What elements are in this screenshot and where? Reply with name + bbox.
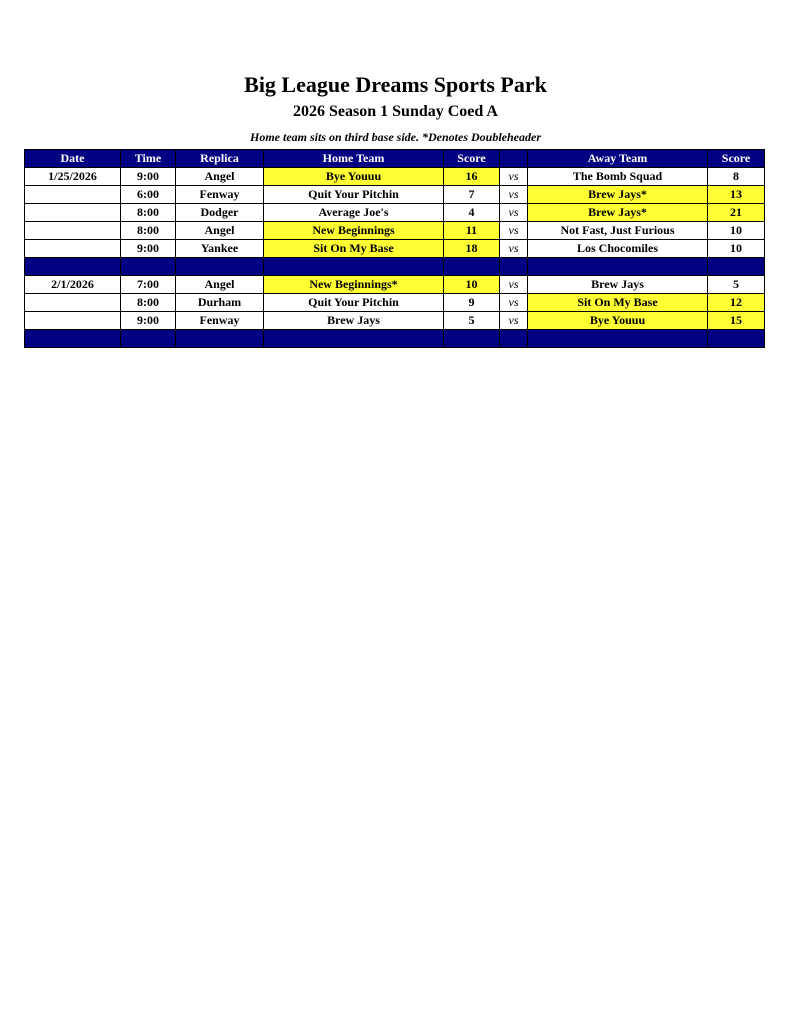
replica-cell: Fenway [176, 312, 264, 330]
vs-cell: vs [500, 186, 528, 204]
replica-cell: Fenway [176, 186, 264, 204]
home-team-cell: Quit Your Pitchin [264, 186, 444, 204]
away-team-cell: Not Fast, Just Furious [528, 222, 708, 240]
col-header-date: Date [25, 150, 121, 168]
season-subtitle: 2026 Season 1 Sunday Coed A [293, 103, 498, 120]
vs-cell: vs [500, 168, 528, 186]
home-team-cell: Bye Youuu [264, 168, 444, 186]
date-cell [25, 204, 121, 222]
date-cell: 1/25/2026 [25, 168, 121, 186]
away-score-cell: 10 [708, 222, 765, 240]
home-score-cell: 11 [444, 222, 500, 240]
col-header-away-team: Away Team [528, 150, 708, 168]
col-header-home-team: Home Team [264, 150, 444, 168]
separator-cell [176, 330, 264, 348]
home-team-cell: Quit Your Pitchin [264, 294, 444, 312]
home-score-cell: 5 [444, 312, 500, 330]
replica-cell: Durham [176, 294, 264, 312]
separator-cell [121, 258, 176, 276]
game-row [25, 222, 765, 240]
home-score-cell: 7 [444, 186, 500, 204]
vs-cell: vs [500, 294, 528, 312]
vs-cell: vs [500, 276, 528, 294]
col-header-replica: Replica [176, 150, 264, 168]
away-score-cell: 15 [708, 312, 765, 330]
home-team-cell: Average Joe's [264, 204, 444, 222]
home-score-cell: 4 [444, 204, 500, 222]
schedule-note: Home team sits on third base side. *Denotes Doubleheader [250, 130, 541, 144]
date-cell [25, 222, 121, 240]
date-cell [25, 312, 121, 330]
away-team-cell: The Bomb Squad [528, 168, 708, 186]
vs-cell: vs [500, 222, 528, 240]
game-row [25, 204, 765, 222]
game-row [25, 168, 765, 186]
home-team-cell: Sit On My Base [264, 240, 444, 258]
time-cell: 7:00 [121, 276, 176, 294]
separator-cell [444, 330, 500, 348]
group-separator-row [25, 330, 765, 348]
time-cell: 9:00 [121, 168, 176, 186]
replica-cell: Angel [176, 276, 264, 294]
separator-cell [708, 330, 765, 348]
away-team-cell: Los Chocomiles [528, 240, 708, 258]
replica-cell: Dodger [176, 204, 264, 222]
home-score-cell: 18 [444, 240, 500, 258]
away-score-cell: 10 [708, 240, 765, 258]
col-header-vs [500, 150, 528, 168]
col-header-home-score: Score [444, 150, 500, 168]
vs-cell: vs [500, 240, 528, 258]
away-team-cell: Brew Jays* [528, 186, 708, 204]
separator-cell [528, 258, 708, 276]
home-score-cell: 9 [444, 294, 500, 312]
time-cell: 8:00 [121, 222, 176, 240]
time-cell: 8:00 [121, 204, 176, 222]
group-separator-row [25, 258, 765, 276]
separator-cell [25, 330, 121, 348]
separator-cell [264, 330, 444, 348]
away-team-cell: Brew Jays* [528, 204, 708, 222]
replica-cell: Yankee [176, 240, 264, 258]
col-header-away-score: Score [708, 150, 765, 168]
separator-cell [121, 330, 176, 348]
away-score-cell: 8 [708, 168, 765, 186]
away-team-cell: Brew Jays [528, 276, 708, 294]
home-team-cell: New Beginnings [264, 222, 444, 240]
col-header-time: Time [121, 150, 176, 168]
time-cell: 9:00 [121, 240, 176, 258]
game-row [25, 276, 765, 294]
header-row [25, 150, 765, 168]
game-row [25, 240, 765, 258]
date-cell [25, 240, 121, 258]
game-row [25, 312, 765, 330]
home-score-cell: 10 [444, 276, 500, 294]
replica-cell: Angel [176, 222, 264, 240]
away-team-cell: Sit On My Base [528, 294, 708, 312]
separator-cell [528, 330, 708, 348]
game-row [25, 294, 765, 312]
home-team-cell: New Beginnings* [264, 276, 444, 294]
vs-cell: vs [500, 312, 528, 330]
time-cell: 8:00 [121, 294, 176, 312]
separator-cell [444, 258, 500, 276]
separator-cell [500, 258, 528, 276]
page-title: Big League Dreams Sports Park [244, 72, 547, 97]
home-score-cell: 16 [444, 168, 500, 186]
replica-cell: Angel [176, 168, 264, 186]
separator-cell [264, 258, 444, 276]
away-score-cell: 13 [708, 186, 765, 204]
away-score-cell: 12 [708, 294, 765, 312]
separator-cell [500, 330, 528, 348]
away-score-cell: 5 [708, 276, 765, 294]
home-team-cell: Brew Jays [264, 312, 444, 330]
schedule-body [25, 168, 765, 348]
separator-cell [176, 258, 264, 276]
vs-cell: vs [500, 204, 528, 222]
away-team-cell: Bye Youuu [528, 312, 708, 330]
schedule-table [24, 149, 765, 348]
date-cell: 2/1/2026 [25, 276, 121, 294]
away-score-cell: 21 [708, 204, 765, 222]
date-cell [25, 186, 121, 204]
date-cell [25, 294, 121, 312]
time-cell: 6:00 [121, 186, 176, 204]
game-row [25, 186, 765, 204]
separator-cell [708, 258, 765, 276]
time-cell: 9:00 [121, 312, 176, 330]
separator-cell [25, 258, 121, 276]
